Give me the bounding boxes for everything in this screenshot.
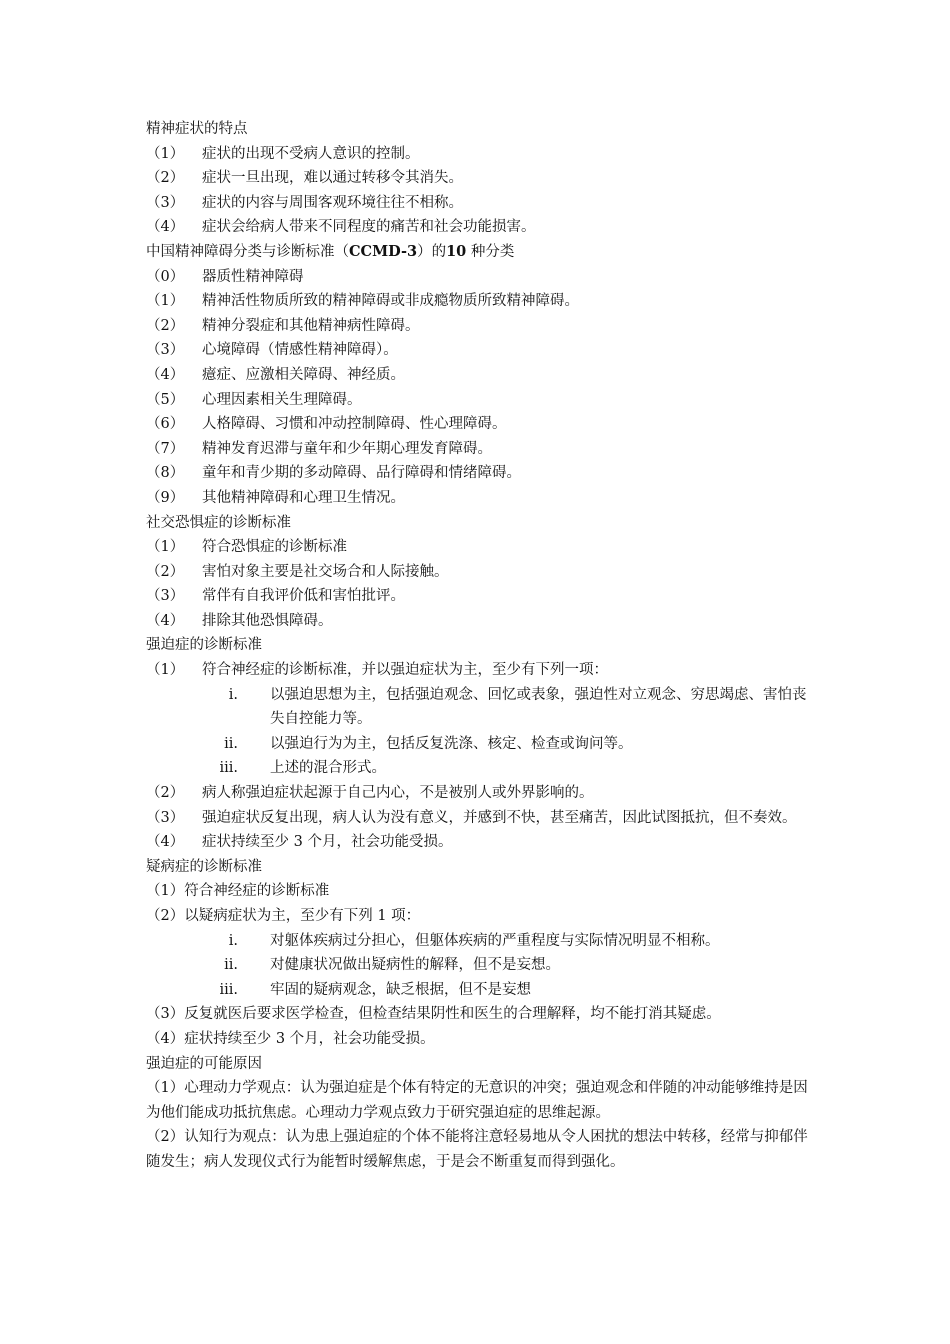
list-item — [146, 289, 816, 314]
list-item — [146, 584, 816, 609]
item-text: 其他精神障碍和心理卫生情况。 — [202, 489, 405, 506]
item-number: （0） — [146, 268, 185, 285]
paragraph-cognitive-behavioral: （2）认知行为观点：认为患上强迫症的个体不能将注意轻易地从令人困扰的想法中转移，经常与抑郁伴随发生；病人发现仪式行为能暂时缓解焦虑，于是会不断重复而得到强化。 — [146, 1129, 808, 1170]
item-text: 癔症、应激相关障碍、神经质。 — [202, 366, 405, 383]
item-number: （2） — [146, 785, 185, 802]
item-text: 牢固的疑病观念，缺乏根据，但不是妄想 — [270, 981, 531, 998]
item-number: （3） — [146, 809, 185, 826]
sub-list-item — [146, 929, 816, 954]
item-number: （5） — [146, 391, 185, 408]
roman-numeral: i. — [228, 686, 238, 703]
sub-list-item — [146, 953, 816, 978]
item-text: 心境障碍（情感性精神障碍）。 — [202, 342, 398, 359]
item-number: （7） — [146, 440, 185, 457]
roman-numeral: iii. — [219, 760, 238, 777]
item-number: （1） — [146, 662, 185, 679]
paragraph-line: （4）症状持续至少 3 个月，社会功能受损。 — [146, 1030, 435, 1047]
item-text: 症状持续至少 3 个月，社会功能受损。 — [202, 834, 453, 851]
item-number: （6） — [146, 416, 185, 433]
item-text: 精神发育迟滞与童年和少年期心理发育障碍。 — [202, 440, 492, 457]
item-text: 童年和青少期的多动障碍、品行障碍和情绪障碍。 — [202, 465, 521, 482]
section-title-ocd-causes: 强迫症的可能原因 — [146, 1055, 262, 1072]
item-text: 对健康状况做出疑病性的解释，但不是妄想。 — [270, 957, 560, 974]
list-item — [146, 363, 816, 388]
item-number: （1） — [146, 539, 185, 556]
item-number: （2） — [146, 563, 185, 580]
item-number: （3） — [146, 194, 185, 211]
item-number: （9） — [146, 489, 185, 506]
item-text: 符合恐惧症的诊断标准 — [202, 539, 347, 556]
item-number: （8） — [146, 465, 185, 482]
list-item — [146, 191, 816, 216]
item-text: 人格障碍、习惯和冲动控制障碍、性心理障碍。 — [202, 416, 507, 433]
document-page — [146, 117, 816, 1175]
section-title-ocd-criteria: 强迫症的诊断标准 — [146, 637, 262, 654]
item-text: 症状的内容与周围客观环境往往不相称。 — [202, 194, 463, 211]
item-number: （4） — [146, 366, 185, 383]
title-part: 种分类 — [466, 243, 515, 260]
item-text: 症状会给病人带来不同程度的痛苦和社会功能损害。 — [202, 219, 536, 236]
sub-list-item — [146, 978, 816, 1003]
item-number: （4） — [146, 612, 185, 629]
section-title-hypochondria: 疑病症的诊断标准 — [146, 858, 262, 875]
item-text: 器质性精神障碍 — [202, 268, 304, 285]
list-item — [146, 560, 816, 585]
section-title-ccmd3 — [146, 240, 816, 265]
item-text: 以强迫行为为主，包括反复洗涤、核定、检查或询问等。 — [270, 735, 633, 752]
item-number: （3） — [146, 588, 185, 605]
list-item — [146, 461, 816, 486]
list-item — [146, 388, 816, 413]
item-text: 害怕对象主要是社交场合和人际接触。 — [202, 563, 449, 580]
item-number: （3） — [146, 342, 185, 359]
item-text: 对躯体疾病过分担心，但躯体疾病的严重程度与实际情况明显不相称。 — [270, 932, 720, 949]
item-text: 精神活性物质所致的精神障碍或非成瘾物质所致精神障碍。 — [202, 293, 579, 310]
list-item — [146, 806, 816, 831]
title-part: 中国精神障碍分类与诊断标准（ — [146, 243, 349, 260]
list-item — [146, 609, 816, 634]
item-number: （4） — [146, 834, 185, 851]
item-number: （1） — [146, 145, 185, 162]
list-item — [146, 142, 816, 167]
sub-list-item — [146, 732, 816, 757]
roman-numeral: ii. — [224, 957, 238, 974]
title-part: ）的 — [417, 243, 447, 260]
item-text: 症状一旦出现，难以通过转移令其消失。 — [202, 170, 463, 187]
section-title-social-phobia: 社交恐惧症的诊断标准 — [146, 514, 291, 531]
list-item — [146, 658, 816, 683]
item-text: 心理因素相关生理障碍。 — [202, 391, 362, 408]
roman-numeral: ii. — [224, 735, 238, 752]
item-text: 常伴有自我评价低和害怕批评。 — [202, 588, 405, 605]
list-item — [146, 781, 816, 806]
item-text: 强迫症状反复出现，病人认为没有意义，并感到不快，甚至痛苦，因此试图抵抗，但不奏效。 — [202, 809, 797, 826]
list-item — [146, 412, 816, 437]
paragraph-line: （3）反复就医后要求医学检查，但检查结果阴性和医生的合理解释，均不能打消其疑虑。 — [146, 1006, 721, 1023]
item-text: 症状的出现不受病人意识的控制。 — [202, 145, 420, 162]
list-item — [146, 830, 816, 855]
item-text: 精神分裂症和其他精神病性障碍。 — [202, 317, 420, 334]
item-text: 以强迫思想为主，包括强迫观念、回忆或表象，强迫性对立观念、穷思竭虑、害怕丧失自控能力等。 — [270, 686, 807, 728]
list-item — [146, 215, 816, 240]
title-part-bold: 10 — [446, 242, 467, 260]
paragraph-psychodynamic: （1）心理动力学观点：认为强迫症是个体有特定的无意识的冲突；强迫观念和伴随的冲动能够维持是因为他们能成功抵抗焦虑。心理动力学观点致力于研究强迫症的思维起源。 — [146, 1080, 808, 1121]
item-text: 排除其他恐惧障碍。 — [202, 612, 333, 629]
list-item — [146, 265, 816, 290]
item-number: （1） — [146, 293, 185, 310]
item-text: 上述的混合形式。 — [270, 760, 386, 777]
roman-numeral: i. — [228, 932, 238, 949]
paragraph-line: （1）符合神经症的诊断标准 — [146, 883, 330, 900]
list-item — [146, 535, 816, 560]
title-part-bold: CCMD-3 — [349, 242, 418, 260]
list-item — [146, 166, 816, 191]
list-item — [146, 486, 816, 511]
list-item — [146, 314, 816, 339]
list-item — [146, 338, 816, 363]
section-title-symptom-features: 精神症状的特点 — [146, 121, 248, 137]
roman-numeral: iii. — [219, 981, 238, 998]
item-number: （2） — [146, 170, 185, 187]
item-text: 病人称强迫症状起源于自己内心，不是被别人或外界影响的。 — [202, 785, 594, 802]
item-number: （2） — [146, 317, 185, 334]
sub-list-item — [146, 756, 816, 781]
item-number: （4） — [146, 219, 185, 236]
sub-list-item — [146, 683, 816, 732]
paragraph-line: （2）以疑病症状为主，至少有下列 1 项： — [146, 908, 421, 924]
item-text: 符合神经症的诊断标准，并以强迫症状为主，至少有下列一项： — [202, 662, 608, 679]
list-item — [146, 437, 816, 462]
